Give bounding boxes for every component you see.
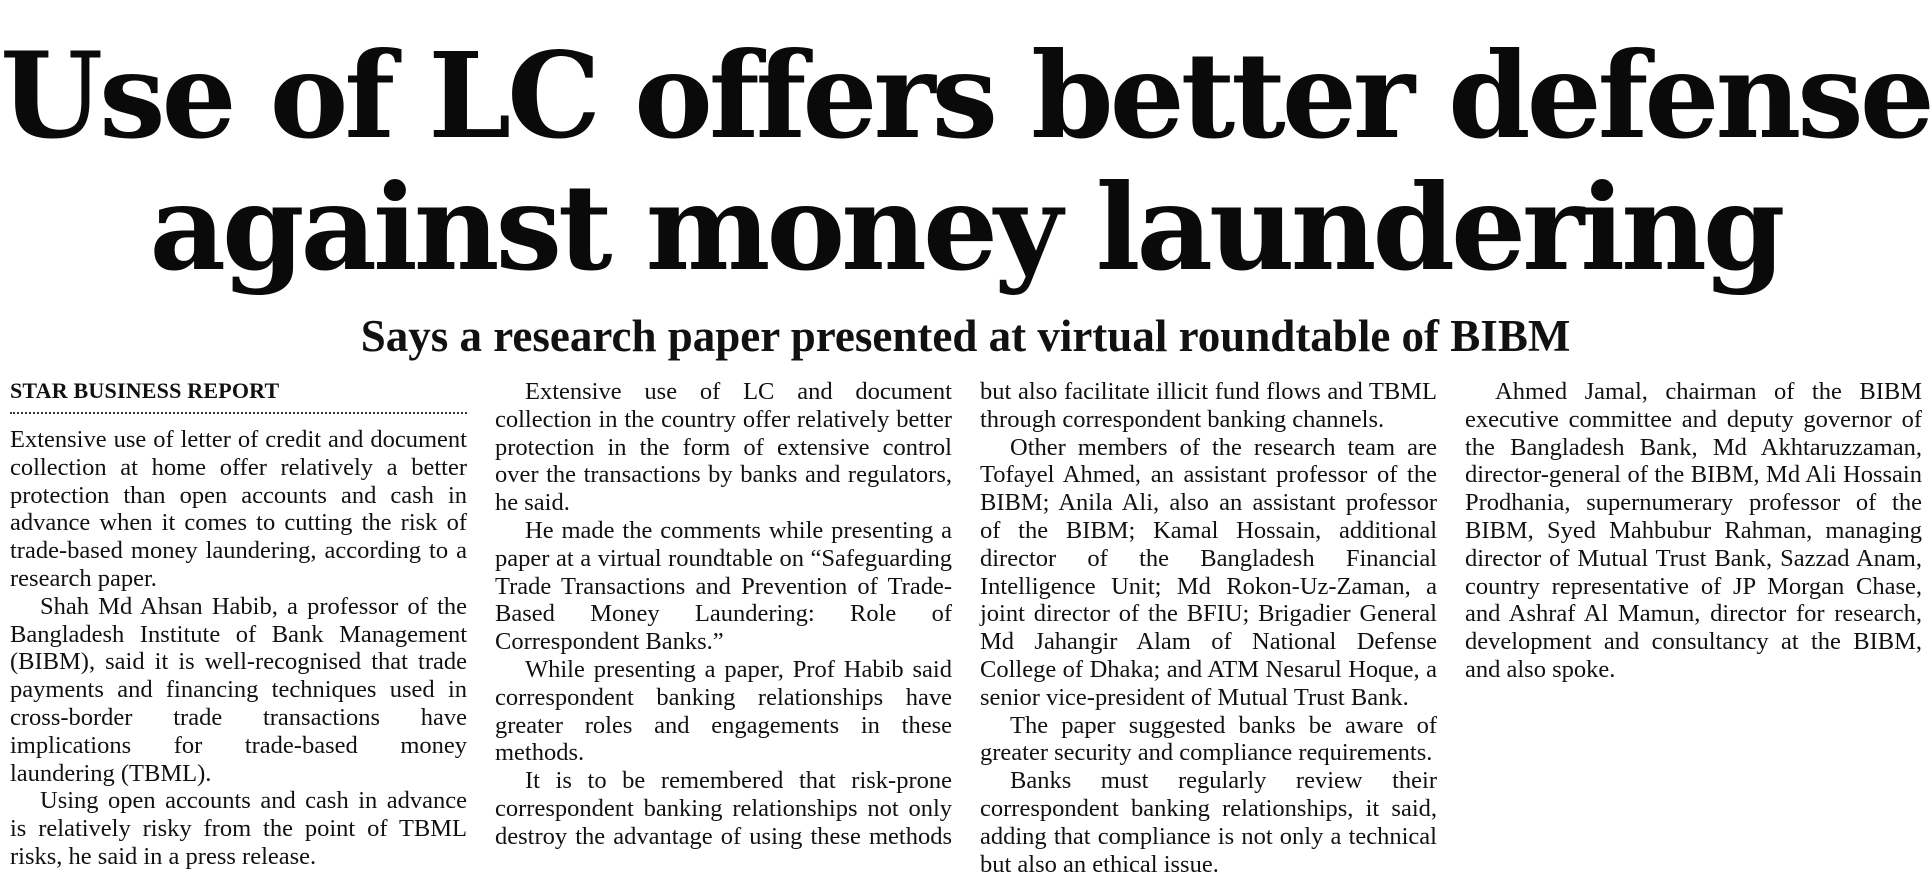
byline: STAR BUSINESS REPORT xyxy=(10,378,467,414)
article-paragraph: Ahmed Jamal, chairman of the BIBM executive committee and deputy governor of the Bangladesh Bank, Md Akhtaruzzaman, director-general of the BIBM, Md Ali Hossain Prodhania, supernumerary professor of the BIBM, Syed Mahbubur Rahman, managing director of Mutual Trust Bank, Sazzad Anam, country representative of JP Morgan Chase, and Ashraf Al Mamun, director for research, development and consultancy at the BIBM, and also spoke. xyxy=(1465,378,1922,683)
article-paragraph: Banks must regularly review their correspondent banking relationships, it said, adding that compliance is not only a technical but also an ethical issue. xyxy=(980,767,1437,878)
article-paragraph: He made the comments while presenting a paper at a virtual roundtable on “Safeguarding Trade Transactions and Prevention of Trade-Based Money Laundering: Role of Correspondent Banks.” xyxy=(495,516,952,656)
article-paragraph: It is to be remembered that risk-prone correspondent banking relationships not only destroy the advantage of using these methods but also facilitate illicit fund flows and TBML through correspondent banking channels. xyxy=(495,378,1437,850)
article-paragraph: Extensive use of LC and document collection in the country offer relatively better protection in the form of extensive control over the transactions by banks and regulators, he said. xyxy=(495,378,952,517)
article-paragraph: Other members of the research team are Tofayel Ahmed, an assistant professor of the BIBM; Anila Ali, also an assistant professor of the BIBM; Kamal Hossain, additional director of the Bangladesh Financial Intelligence Unit; Md Rokon-Uz-Zaman, a joint director of the BFIU; Brigadier General Md Jahangir Alam of National Defense College of Dhaka; and ATM Nesarul Hoque, a senior vice-president of Mutual Trust Bank. xyxy=(980,433,1437,711)
article-paragraph: Using open accounts and cash in advance is relatively risky from the point of TBML risks, he said in a press release. xyxy=(10,787,467,870)
article-paragraph: Shah Md Ahsan Habib, a professor of the Bangladesh Institute of Bank Management (BIBM), said it is well-recognised that trade payments and financing techniques used in cross-border trade transactions have implications for trade-based money laundering (TBML). xyxy=(10,592,467,787)
article-paragraph: The paper suggested banks be aware of greater security and compliance requirements. xyxy=(980,711,1437,767)
headline: Use of LC offers better defense against money laundering xyxy=(0,26,1931,297)
article-paragraph: Extensive use of letter of credit and document collection at home offer relatively a better protection than open accounts and cash in advance when it comes to cutting the risk of trade-based money laundering, according to a research paper. xyxy=(10,426,467,592)
article-paragraph: While presenting a paper, Prof Habib said correspondent banking relationships have greater roles and engagements in these methods. xyxy=(495,655,952,767)
subheadline: Says a research paper presented at virtual roundtable of BIBM xyxy=(360,311,1571,361)
article-body xyxy=(10,378,1922,883)
